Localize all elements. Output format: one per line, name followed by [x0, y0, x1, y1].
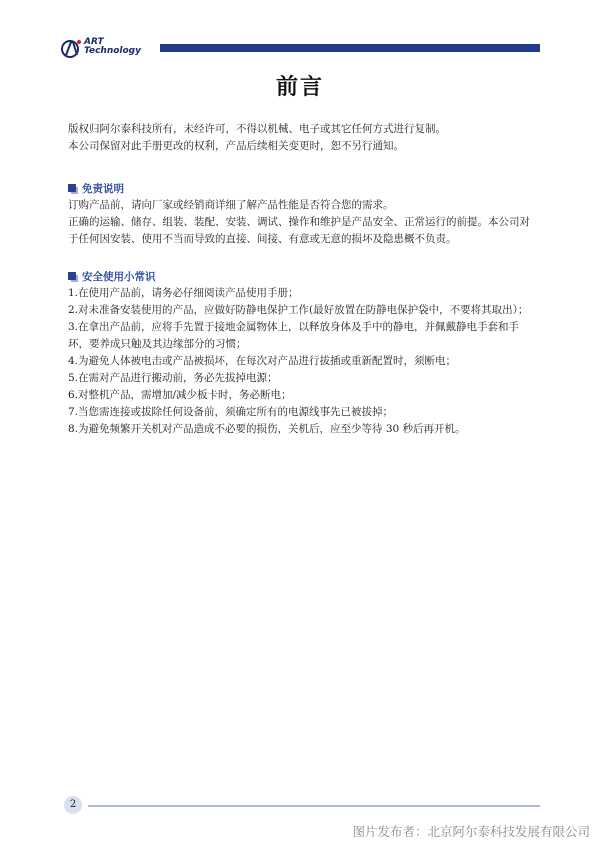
- logo-mark-icon: [60, 38, 82, 60]
- disclaimer-paragraph: 订购产品前，请向厂家或经销商详细了解产品性能是否符合您的需求。: [68, 199, 394, 211]
- disclaimer-heading-text: 免责说明: [82, 183, 124, 195]
- list-item: 7.当您需连接或拔除任何设备前，须确定所有的电源线事先已被拔掉；: [68, 406, 394, 418]
- footer-divider: [88, 805, 540, 807]
- page-title: 前言: [275, 75, 324, 100]
- intro-paragraph: 版权归阿尔泰科技所有，未经许可，不得以机械、电子或其它任何方式进行复制。: [68, 123, 446, 135]
- list-item: 5.在需对产品进行搬动前，务必先拔掉电源；: [68, 372, 278, 384]
- list-item: 3.在拿出产品前，应将手先置于接地金属物体上，以释放身体及手中的静电，并佩戴静电手套和手环，要养成只触及其边缘部分的习惯；: [68, 321, 520, 350]
- intro-paragraph: 本公司保留对此手册更改的权利，产品后续相关变更时，恕不另行通知。: [68, 140, 404, 152]
- art-technology-logo: [60, 38, 152, 60]
- image-credit: 图片发布者：北京阿尔泰科技发展有限公司: [352, 824, 590, 839]
- section-square-icon: [68, 184, 78, 193]
- list-item: 2.对未准备安装使用的产品，应做好防静电保护工作(最好放置在防静电保护袋中，不要将其取出）；: [68, 304, 529, 316]
- disclaimer-paragraph: 正确的运输、储存、组装、装配、安装、调试、操作和维护是产品安全、正常运行的前提。本公司对于任何因安装、使用不当而导致的直接、间接、有意或无意的损坏及隐患概不负责。: [68, 216, 530, 245]
- logo-line-art: ART: [84, 37, 104, 47]
- safety-list: [68, 285, 538, 438]
- list-item: 6.对整机产品，需增加/减少板卡时，务必断电；: [68, 389, 292, 401]
- logo-text: [84, 38, 141, 56]
- header-bar: [160, 44, 540, 52]
- page-number: 2: [64, 796, 82, 814]
- logo-line-technology: Technology: [84, 46, 141, 56]
- disclaimer-block: [68, 197, 538, 248]
- list-item: 1.在使用产品前，请务必仔细阅读产品使用手册；: [68, 287, 299, 299]
- intro-block: [68, 121, 538, 155]
- list-item: 8.为避免频繁开关机对产品造成不必要的损伤，关机后，应至少等待 30 秒后再开机。: [68, 423, 466, 435]
- safety-heading-text: 安全使用小常识: [82, 271, 156, 283]
- page-header: [60, 38, 540, 60]
- list-item: 4.为避免人体被电击或产品被损坏，在每次对产品进行拔插或重新配置时，须断电；: [68, 355, 457, 367]
- section-square-icon: [68, 272, 78, 281]
- page-number-badge: [64, 796, 84, 816]
- disclaimer-heading: [68, 181, 124, 196]
- safety-heading: [68, 269, 156, 284]
